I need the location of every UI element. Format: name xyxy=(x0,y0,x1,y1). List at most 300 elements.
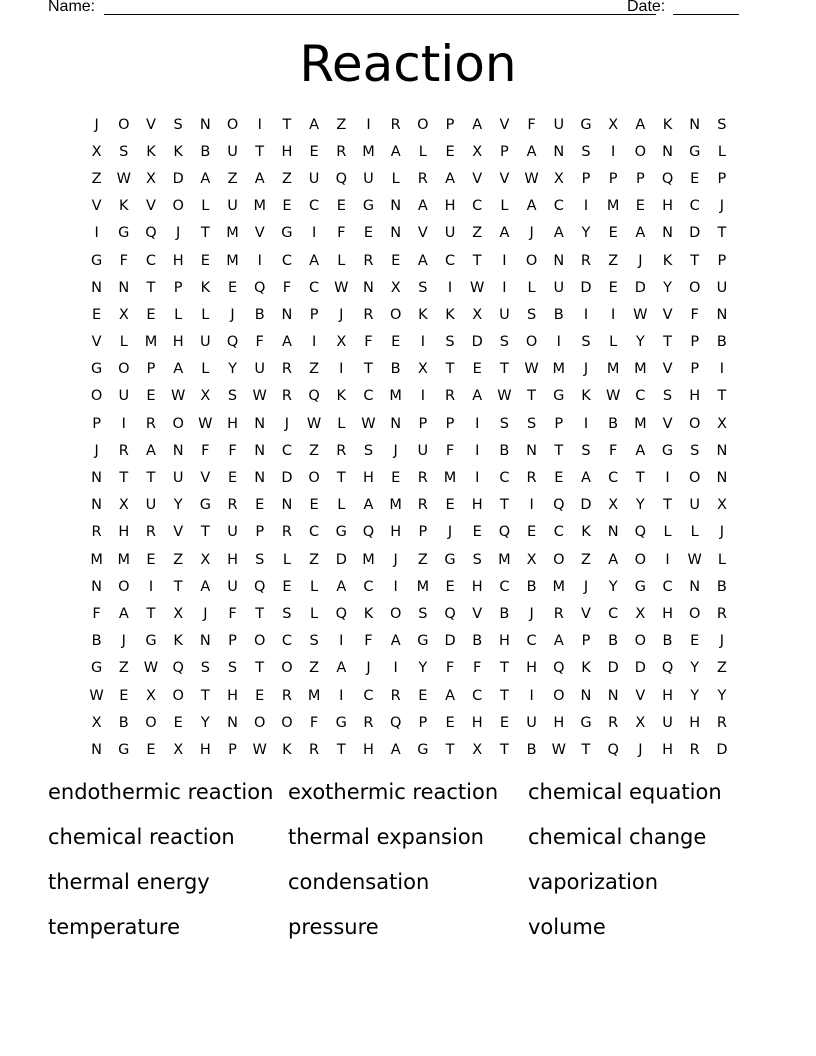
grid-letter: X xyxy=(472,306,483,323)
grid-letter: I xyxy=(475,415,480,432)
grid-letter: Y xyxy=(690,660,700,677)
grid-letter: Q xyxy=(634,524,647,541)
grid-letter: X xyxy=(472,741,483,758)
grid-letter: J xyxy=(176,225,181,242)
grid-letter: H xyxy=(689,388,701,405)
grid-letter: C xyxy=(309,279,320,296)
grid-letter: S xyxy=(227,660,238,677)
grid-letter: E xyxy=(200,252,210,269)
grid-letter: T xyxy=(364,361,373,378)
grid-letter: G xyxy=(661,442,674,459)
grid-letter: H xyxy=(172,252,184,269)
grid-letter: T xyxy=(146,470,156,487)
grid-letter: G xyxy=(417,741,429,758)
grid-row xyxy=(83,546,743,573)
grid-letter: E xyxy=(146,306,156,323)
name-underline[interactable] xyxy=(104,14,656,15)
grid-letter: A xyxy=(363,497,374,514)
grid-letter: C xyxy=(309,524,320,541)
grid-letter: J xyxy=(393,551,398,568)
grid-letter: B xyxy=(526,741,537,758)
grid-letter: B xyxy=(200,143,211,160)
grid-letter: X xyxy=(91,143,102,160)
grid-letter: O xyxy=(525,252,538,269)
grid-letter: U xyxy=(227,143,238,160)
grid-letter: U xyxy=(417,442,429,459)
grid-letter: A xyxy=(336,578,347,595)
grid-letter: N xyxy=(607,687,619,704)
grid-letter: R xyxy=(363,714,374,731)
grid-letter: V xyxy=(91,198,102,215)
grid-letter: O xyxy=(689,415,701,432)
grid-letter: O xyxy=(145,714,157,731)
grid-letter: Z xyxy=(227,170,238,187)
grid-letter: Q xyxy=(498,524,511,541)
grid-letter: C xyxy=(608,470,619,487)
grid-letter: Z xyxy=(309,361,320,378)
grid-letter: J xyxy=(121,633,126,650)
grid-letter: T xyxy=(499,361,509,378)
grid-letter: J xyxy=(529,605,534,622)
grid-letter: S xyxy=(581,442,591,459)
grid-letter: D xyxy=(634,660,646,677)
grid-letter: P xyxy=(717,170,727,187)
grid-letter: Z xyxy=(472,225,483,242)
grid-row xyxy=(83,573,743,600)
grid-letter: T xyxy=(581,741,591,758)
grid-letter: W xyxy=(361,415,376,432)
grid-letter: N xyxy=(363,279,374,296)
grid-letter: K xyxy=(662,252,673,269)
grid-letter: B xyxy=(716,334,727,351)
grid-letter: I xyxy=(611,143,616,160)
grid-letter: D xyxy=(607,660,619,677)
grid-letter: C xyxy=(363,578,374,595)
grid-letter: I xyxy=(447,279,453,296)
grid-letter: M xyxy=(443,470,457,487)
grid-letter: F xyxy=(690,306,699,323)
grid-letter: O xyxy=(118,361,130,378)
grid-letter: O xyxy=(308,470,320,487)
grid-letter: O xyxy=(389,306,402,323)
grid-letter: F xyxy=(282,279,292,296)
grid-letter: J xyxy=(339,306,344,323)
grid-letter: B xyxy=(118,714,129,731)
grid-letter: E xyxy=(282,198,292,215)
grid-letter: B xyxy=(553,306,564,323)
grid-letter: V xyxy=(146,116,156,133)
grid-letter: O xyxy=(281,714,293,731)
grid-letter: N xyxy=(91,279,103,296)
grid-letter: B xyxy=(499,442,510,459)
grid-letter: A xyxy=(553,633,564,650)
grid-letter: N xyxy=(390,225,402,242)
grid-letter: S xyxy=(581,143,591,160)
grid-letter: F xyxy=(473,660,482,677)
grid-letter: O xyxy=(226,116,239,133)
grid-letter: S xyxy=(526,415,537,432)
grid-letter: I xyxy=(339,687,344,704)
grid-letter: W xyxy=(605,388,621,405)
grid-letter: Z xyxy=(309,551,320,568)
grid-letter: G xyxy=(118,741,130,758)
grid-letter: P xyxy=(581,170,591,187)
grid-letter: O xyxy=(634,551,647,568)
grid-letter: N xyxy=(553,143,565,160)
grid-letter: A xyxy=(417,252,428,269)
grid-letter: A xyxy=(526,198,537,215)
grid-letter: O xyxy=(553,551,565,568)
grid-letter: U xyxy=(689,497,701,514)
grid-letter: A xyxy=(336,660,347,677)
word-list-item: condensation xyxy=(288,870,430,894)
grid-row xyxy=(83,628,743,655)
grid-letter: H xyxy=(227,551,238,568)
grid-letter: E xyxy=(363,225,374,242)
grid-letter: S xyxy=(581,334,591,351)
grid-row xyxy=(83,383,743,410)
grid-letter: I xyxy=(475,470,480,487)
grid-letter: N xyxy=(91,470,103,487)
grid-letter: Z xyxy=(309,660,320,677)
grid-letter: F xyxy=(527,116,536,133)
grid-letter: W xyxy=(524,170,539,187)
grid-letter: O xyxy=(553,687,565,704)
grid-row xyxy=(83,492,743,519)
grid-letter: C xyxy=(444,252,456,269)
grid-letter: H xyxy=(471,497,483,514)
grid-letter: T xyxy=(472,252,482,269)
grid-letter: N xyxy=(281,306,293,323)
grid-letter: W xyxy=(198,415,213,432)
grid-letter: C xyxy=(472,198,483,215)
grid-letter: F xyxy=(445,660,455,677)
word-list-item: vaporization xyxy=(528,870,659,894)
grid-letter: K xyxy=(336,388,347,405)
grid-letter: I xyxy=(311,334,317,351)
grid-letter: V xyxy=(173,524,184,541)
grid-letter: S xyxy=(282,605,292,622)
grid-letter: U xyxy=(499,306,510,323)
grid-letter: C xyxy=(635,388,646,405)
grid-letter: O xyxy=(254,714,266,731)
grid-letter: E xyxy=(146,551,156,568)
grid-letter: P xyxy=(500,143,509,160)
grid-letter: L xyxy=(174,306,183,323)
grid-letter: T xyxy=(527,388,537,405)
grid-letter: N xyxy=(526,442,538,459)
grid-letter: V xyxy=(662,415,673,432)
grid-letter: L xyxy=(663,524,672,541)
grid-letter: J xyxy=(393,442,398,459)
grid-letter: E xyxy=(391,252,401,269)
grid-letter: G xyxy=(417,633,429,650)
grid-letter: N xyxy=(91,497,103,514)
grid-letter: S xyxy=(717,116,727,133)
grid-letter: L xyxy=(717,551,726,568)
grid-letter: X xyxy=(200,388,211,405)
grid-letter: U xyxy=(172,470,184,487)
grid-letter: K xyxy=(418,306,428,323)
grid-letter: R xyxy=(336,442,347,459)
grid-letter: Y xyxy=(663,279,672,296)
grid-letter: Z xyxy=(716,660,727,677)
grid-letter: Q xyxy=(335,170,347,187)
grid-letter: G xyxy=(689,143,701,160)
grid-letter: E xyxy=(309,143,319,160)
grid-letter: E xyxy=(173,714,183,731)
grid-letter: T xyxy=(200,524,210,541)
date-label: Date: xyxy=(627,0,666,15)
grid-letter: I xyxy=(529,687,534,704)
grid-letter: M xyxy=(90,551,103,568)
grid-letter: M xyxy=(226,225,239,242)
word-list-item: endothermic reaction xyxy=(48,780,274,804)
grid-letter: I xyxy=(420,388,425,405)
grid-letter: O xyxy=(172,415,184,432)
grid-letter: A xyxy=(200,578,211,595)
grid-letter: J xyxy=(638,252,643,269)
grid-letter: B xyxy=(526,578,537,595)
grid-letter: T xyxy=(717,225,727,242)
grid-letter: R xyxy=(363,306,374,323)
grid-letter: R xyxy=(363,252,374,269)
grid-letter: R xyxy=(309,741,320,758)
grid-letter: X xyxy=(118,497,129,514)
grid-letter: I xyxy=(94,225,99,242)
grid-letter: R xyxy=(227,497,238,514)
grid-row xyxy=(83,274,743,301)
grid-letter: T xyxy=(499,497,509,514)
grid-letter: T xyxy=(119,470,129,487)
grid-letter: K xyxy=(146,143,156,160)
grid-letter: M xyxy=(226,252,239,269)
grid-letter: X xyxy=(608,116,619,133)
grid-letter: X xyxy=(716,497,727,514)
grid-letter: L xyxy=(418,143,427,160)
grid-letter: D xyxy=(335,551,347,568)
grid-letter: E xyxy=(445,143,455,160)
grid-letter: X xyxy=(173,741,184,758)
word-list-item: chemical change xyxy=(528,825,707,849)
word-list-item: volume xyxy=(528,915,606,939)
grid-letter: A xyxy=(526,143,537,160)
grid-letter: Y xyxy=(635,334,645,351)
grid-row xyxy=(83,736,743,763)
grid-letter: N xyxy=(281,497,293,514)
grid-letter: J xyxy=(447,524,453,541)
grid-letter: Q xyxy=(362,524,375,541)
grid-letter: I xyxy=(257,116,262,133)
grid-letter: M xyxy=(117,551,131,568)
grid-letter: B xyxy=(608,633,619,650)
grid-letter: H xyxy=(662,687,673,704)
grid-letter: O xyxy=(689,279,701,296)
grid-letter: O xyxy=(525,334,538,351)
grid-letter: H xyxy=(689,714,701,731)
grid-letter: T xyxy=(282,116,292,133)
grid-letter: N xyxy=(254,470,266,487)
grid-letter: C xyxy=(281,252,292,269)
grid-letter: G xyxy=(90,361,103,378)
grid-letter: D xyxy=(689,225,701,242)
grid-letter: E xyxy=(227,279,238,296)
grid-letter: V xyxy=(146,198,156,215)
grid-letter: N xyxy=(172,442,184,459)
grid-letter: O xyxy=(389,605,402,622)
grid-letter: E xyxy=(608,225,618,242)
grid-letter: U xyxy=(145,497,157,514)
grid-letter: P xyxy=(608,170,618,187)
grid-letter: Z xyxy=(91,170,102,187)
grid-letter: U xyxy=(227,524,238,541)
grid-letter: T xyxy=(173,578,183,595)
grid-letter: O xyxy=(689,605,701,622)
grid-letter: N xyxy=(662,143,673,160)
grid-letter: L xyxy=(609,334,618,351)
grid-letter: J xyxy=(284,415,290,432)
grid-letter: L xyxy=(391,170,400,187)
grid-letter: H xyxy=(471,714,483,731)
grid-letter: P xyxy=(173,279,183,296)
date-underline[interactable] xyxy=(673,14,739,15)
grid-letter: D xyxy=(471,334,483,351)
grid-letter: X xyxy=(472,143,483,160)
grid-letter: M xyxy=(389,388,402,405)
grid-letter: P xyxy=(418,714,428,731)
grid-letter: G xyxy=(90,660,103,677)
grid-letter: D xyxy=(634,279,646,296)
grid-letter: V xyxy=(499,116,510,133)
grid-letter: J xyxy=(203,605,208,622)
grid-letter: K xyxy=(445,306,455,323)
grid-letter: H xyxy=(363,470,374,487)
grid-letter: Q xyxy=(145,225,157,242)
grid-letter: J xyxy=(583,361,589,378)
grid-letter: I xyxy=(583,306,589,323)
grid-letter: K xyxy=(173,143,183,160)
grid-letter: Y xyxy=(608,578,618,595)
grid-letter: C xyxy=(553,198,564,215)
grid-letter: B xyxy=(716,578,727,595)
grid-letter: R xyxy=(390,687,401,704)
grid-letter: R xyxy=(716,714,727,731)
grid-letter: G xyxy=(634,578,646,595)
grid-letter: N xyxy=(553,252,565,269)
grid-letter: A xyxy=(635,116,646,133)
grid-letter: A xyxy=(118,605,129,622)
grid-letter: F xyxy=(255,334,264,351)
grid-letter: N xyxy=(689,578,701,595)
grid-letter: T xyxy=(499,660,509,677)
grid-letter: R xyxy=(608,714,619,731)
grid-row xyxy=(83,356,743,383)
grid-letter: P xyxy=(554,415,564,432)
grid-letter: K xyxy=(581,388,591,405)
grid-letter: X xyxy=(553,170,564,187)
grid-letter: I xyxy=(339,633,344,650)
grid-letter: U xyxy=(553,279,565,296)
grid-letter: N xyxy=(91,741,103,758)
grid-letter: G xyxy=(553,388,565,405)
grid-letter: N xyxy=(662,225,673,242)
grid-letter: Y xyxy=(228,361,237,378)
grid-letter: S xyxy=(690,442,700,459)
grid-letter: U xyxy=(200,334,211,351)
grid-letter: T xyxy=(255,605,265,622)
grid-letter: O xyxy=(417,116,429,133)
grid-letter: M xyxy=(389,497,402,514)
grid-row xyxy=(83,709,743,736)
grid-letter: L xyxy=(201,361,210,378)
grid-letter: I xyxy=(366,116,371,133)
grid-letter: F xyxy=(201,442,210,459)
grid-letter: A xyxy=(581,470,591,487)
grid-letter: F xyxy=(309,714,319,731)
grid-letter: R xyxy=(281,524,292,541)
grid-row xyxy=(83,329,743,356)
grid-letter: I xyxy=(665,470,670,487)
grid-letter: R xyxy=(145,524,156,541)
grid-letter: W xyxy=(89,687,104,704)
grid-letter: J xyxy=(719,524,725,541)
grid-letter: S xyxy=(472,551,482,568)
grid-letter: E xyxy=(690,170,700,187)
grid-letter: E xyxy=(527,524,537,541)
grid-letter: Z xyxy=(417,551,428,568)
grid-letter: E xyxy=(445,497,455,514)
grid-letter: I xyxy=(420,334,425,351)
grid-letter: J xyxy=(94,442,99,459)
grid-letter: L xyxy=(310,605,319,622)
grid-letter: G xyxy=(90,252,103,269)
grid-letter: T xyxy=(635,470,645,487)
grid-letter: W xyxy=(633,306,648,323)
grid-letter: Y xyxy=(418,660,428,677)
word-list-item: chemical equation xyxy=(528,780,722,804)
grid-letter: I xyxy=(665,551,670,568)
grid-letter: C xyxy=(499,470,510,487)
grid-letter: N xyxy=(254,442,266,459)
grid-letter: O xyxy=(254,633,266,650)
grid-letter: E xyxy=(255,687,265,704)
grid-letter: Q xyxy=(308,388,320,405)
grid-letter: K xyxy=(662,116,673,133)
grid-row xyxy=(83,111,743,138)
grid-letter: J xyxy=(583,578,589,595)
grid-letter: L xyxy=(119,334,128,351)
grid-letter: J xyxy=(366,660,371,677)
grid-letter: L xyxy=(337,415,346,432)
grid-letter: A xyxy=(445,170,455,187)
grid-letter: I xyxy=(583,198,589,215)
grid-letter: N xyxy=(607,524,619,541)
grid-letter: Z xyxy=(336,116,347,133)
grid-row xyxy=(83,682,743,709)
grid-letter: H xyxy=(526,660,538,677)
grid-letter: Q xyxy=(254,279,266,296)
grid-letter: M xyxy=(634,361,647,378)
grid-letter: A xyxy=(635,225,646,242)
grid-letter: J xyxy=(719,633,725,650)
grid-letter: A xyxy=(445,687,455,704)
grid-letter: P xyxy=(418,524,428,541)
grid-letter: P xyxy=(635,170,645,187)
grid-letter: X xyxy=(635,605,646,622)
grid-letter: B xyxy=(499,605,510,622)
grid-letter: H xyxy=(227,415,238,432)
grid-letter: W xyxy=(497,388,512,405)
